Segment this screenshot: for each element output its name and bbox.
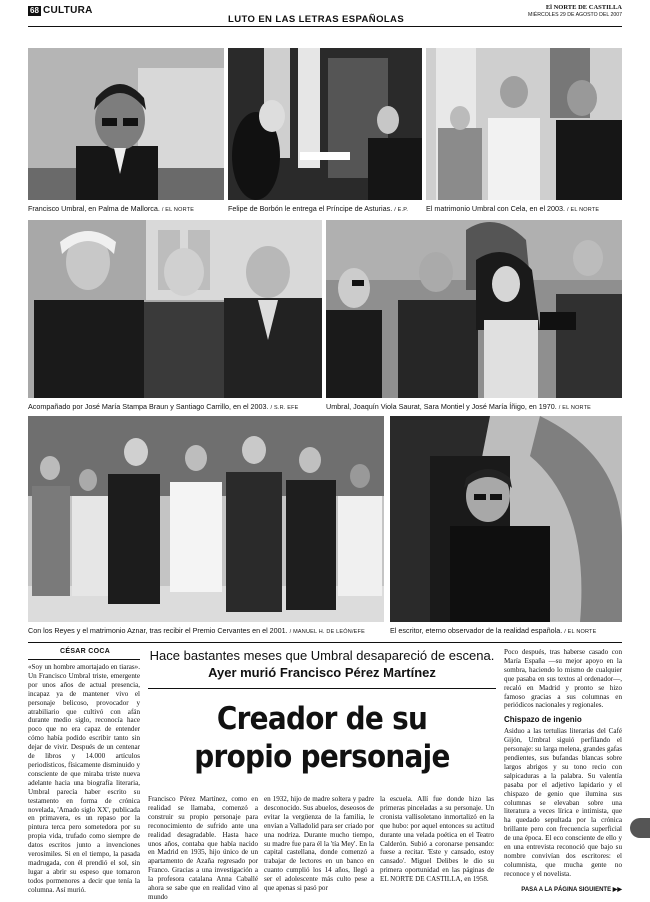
- photo-credit: / EL NORTE: [564, 629, 597, 635]
- article-column-5: [504, 648, 622, 884]
- column-text: Francisco Pérez Martínez, como en realidad se llamaba, comenzó a construir su propio personaje para reconocimiento de sufrido ante una realidad desagradable. Hasta hace unos años, contaba que había nacido en Madrid en 1935, hijo único de un apartamento de Azaña regresado por Franco. Gracias a una investigación a la profesora catalana Anna Caballé ahora se sabe que en realidad vino al mundo: [148, 795, 258, 901]
- standfirst-rule: [148, 688, 496, 689]
- article-column-2: [148, 795, 258, 901]
- photo-credit: / EL NORTE: [161, 207, 195, 213]
- section-headline: LUTO EN LAS LETRAS ESPAÑOLAS: [228, 14, 405, 25]
- article-column-1: [28, 663, 140, 895]
- photo-credit: / MANUEL H. DE LEÓN/EFE: [289, 629, 365, 635]
- caption-text: El escritor, eterno observador de la realidad española.: [390, 626, 563, 635]
- photo-reyes-aznar: [28, 416, 384, 622]
- caption-text: Acompañado por José María Stampa Braun y Santiago Carrillo, en el 2003.: [28, 402, 269, 411]
- column-text: «Soy un hombre amortajado en tiaras». Un Francisco Umbral triste, emergente por unos años de actual presencia, incapaz ya de mantener vivo el personaje belicoso, provocador y atrabiliario que cultivó con afán durante medio siglo, reconocía hace poco que no era capaz de entender cómo había podido escribir tanto sin dejar de vivir. Después de un centenar de libros y 14.000 artículos periodísticos, físicamente disminuido y consciente de que miraba triste nueva adelante hacia una biografía literaria, Umbral parecía haber escrito su testamento en forma de crónica novelada, 'Amado siglo XX', publicada en primavera, es un repaso por la pintura terca pero sometedora por su propia vida, trufado como siempre de datos escritos junto a invenciones verosímiles. Si en el tiempo, la pasada madrugada, con él prendió el sol, sin lugar a abrir su espeso que tomaron todos pormenores a decir que tenía la columna. Así murió.: [28, 663, 140, 894]
- article-column-4: [380, 795, 494, 895]
- title-line-1: Creador de su: [216, 701, 428, 737]
- column-text: en 1932, hijo de madre soltera y padre desconocido. Sus abuelos, deseosos de evitar la vergüenza de la familia, le envían a Valladolid para ser criado por una nodriza. Durante mucho tiempo, su madre fue para él la 'tía Mey'. En la capital castellana, donde comenzó a trabajar de lectores en un banco en cuanto cumplió los 14 años, llegó a ser el adolescente más culto pese a que apenas si pasó por: [264, 795, 374, 893]
- caption-text: Con los Reyes y el matrimonio Aznar, tras recibir el Premio Cervantes en el 2001.: [28, 626, 288, 635]
- caption-text: Felipe de Borbón le entrega el Príncipe de Asturias.: [228, 204, 393, 213]
- arrow-right-icon: ▶▶: [612, 887, 622, 893]
- masthead: El NORTE DE CASTILLA: [545, 4, 622, 11]
- photo-sara-montiel: [326, 220, 622, 398]
- standfirst: [148, 647, 496, 681]
- photo-umbral-mallorca: [28, 48, 224, 200]
- article-top-rule: [28, 642, 622, 643]
- caption-text: Francisco Umbral, en Palma de Mallorca.: [28, 204, 160, 213]
- issue-date: MIÉRCOLES 29 DE AGOSTO DEL 2007: [528, 12, 622, 18]
- title-line-2: propio personaje: [194, 739, 450, 775]
- caption-text: El matrimonio Umbral con Cela, en el 2003.: [426, 204, 566, 213]
- photo-credit: / S.R. EFE: [270, 405, 299, 411]
- byline-rule: [28, 659, 140, 660]
- column-text: Poco después, tras haberse casado con María España —su mejor apoyo en la sombra, haciendo lo mismo de cualquier que pasaba en sus textos al ordenador—, recaló en Madrid y pronto se hizo famoso gracias a sus columnas en periódicos nacionales y regionales.: [504, 648, 622, 710]
- continue-link[interactable]: [504, 886, 622, 893]
- column-text: Asiduo a las tertulias literarias del Café Gijón, Umbral siguió perfilando el personaje: su larga melena, grandes gafas pendientes, sus bufandas blancas sobre largos abrigos y su tono recio con salpicaduras a la palabra. Su valentía pasaba por el adjetivo lapidario y el chispazo de genio que ilumina sus columnas se elevaban sobre una literatura a veces lírica e intimista, que ha quedado sepultada por la crónica brillante pero con frecuencia superficial de una época. El eco consciente de ello y en una entrevista reconoció que bajo su nombre convivían dos escritores: el columnista, que mucha gente no reconoce y el novelista.: [504, 727, 622, 878]
- caption-text: Umbral, Joaquín Viola Saurat, Sara Montiel y José María Íñigo, en 1970.: [326, 402, 557, 411]
- author-byline: CÉSAR COCA: [60, 648, 111, 655]
- photo-credit: / E.P.: [394, 207, 409, 213]
- caption-photo-1: [28, 204, 224, 215]
- caption-photo-5: [326, 402, 622, 413]
- photo-credit: / EL NORTE: [567, 207, 600, 213]
- page-header: [28, 4, 622, 26]
- subhead: Chispazo de ingenio: [504, 715, 582, 725]
- standfirst-line-2: Ayer murió Francisco Pérez Martínez: [208, 665, 436, 680]
- article-column-3: [264, 795, 374, 895]
- photo-observador: [390, 416, 622, 622]
- photo-stampa-carrillo: [28, 220, 322, 398]
- standfirst-line-1: Hace bastantes meses que Umbral desapareció de escena.: [149, 648, 495, 663]
- header-rule: [28, 26, 622, 27]
- section-label: CULTURA: [43, 5, 93, 16]
- photo-principe-asturias: [228, 48, 422, 200]
- caption-photo-7: [390, 626, 622, 637]
- page-number: 68: [30, 6, 39, 15]
- photo-credit: / EL NORTE: [558, 405, 592, 411]
- caption-photo-4: [28, 402, 322, 413]
- caption-photo-2: [228, 204, 422, 215]
- caption-photo-6: [28, 626, 384, 637]
- photo-umbral-cela: [426, 48, 622, 200]
- continue-text: PASA A LA PÁGINA SIGUIENTE: [521, 887, 612, 893]
- article-title: [165, 700, 478, 776]
- page-turn-icon: [630, 818, 650, 838]
- column-text: la escuela. Allí fue donde hizo las primeras pinceladas a su personaje. Un cronista vallisoletano inmortalizó en la que hubo: por aquel entonces su actitud durante una velada poética en el Teatro Calderón. Subió a coronarse pensando: fuese a recitar. 'Este y cansado, estoy cansado'. Miguel Delibes le dio su primera oportunidad en las páginas de EL NORTE DE CASTILLA, en 1958.: [380, 795, 494, 884]
- caption-photo-3: [426, 204, 622, 215]
